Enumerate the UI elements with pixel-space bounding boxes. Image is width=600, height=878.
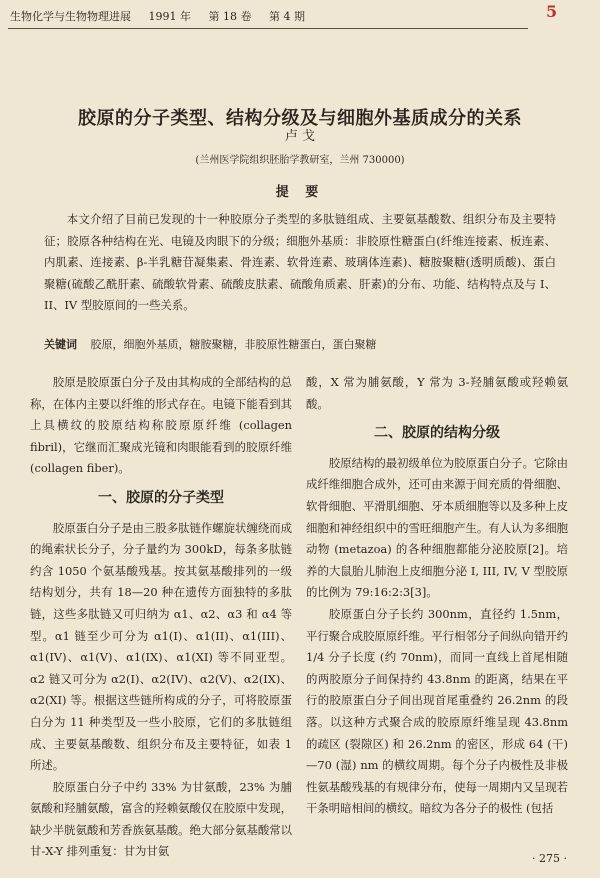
keywords-label: 关键词 (44, 338, 77, 351)
running-header (10, 8, 530, 24)
volume-number: 第 18 卷 (208, 10, 252, 23)
article-title: 胶原的分子类型、结构分级及与细胞外基质成分的关系 (78, 108, 522, 130)
abstract-text: 本文介绍了目前已发现的十一种胶原分子类型的多肽链组成、主要氨基酸数、组织分布及主要特征；胶原各种结构在光、电镜及肉眼下的分级；细胞外基质：非胶原性糖蛋白(纤维连接素、板连素、内肌素、连接素、β-半乳糖苷凝集素、骨连素、软骨连素、玻璃体连素)、糖胺聚糖(透明质酸)、蛋白聚糖(硫酸乙酰肝素、硫酸软骨素、硫酸皮肤素、硫酸角质素、肝素)的分布、功能、结构特点及与 I、II、IV 型胶原间的一些关系。 (44, 212, 556, 313)
author-affiliation: (兰州医学院组织胚胎学教研室，兰州 730000) (195, 155, 405, 166)
issue-number: 第 4 期 (269, 10, 305, 23)
author-name: 卢 戈 (284, 129, 316, 144)
keywords-text: 胶原，细胞外基质，糖胺聚糖，非胶原性糖蛋白，蛋白聚糖 (90, 338, 377, 351)
journal-name: 生物化学与生物物理进展 (10, 10, 131, 23)
section1-paragraph-1: 胶原蛋白分子是由三股多肽链作螺旋状缠绕而成的绳索状长分子，分子量约为 300kD，每条多肽链约含 1050 个氨基酸残基。按其氨基酸排列的一级结构划分，共有 18—20 种在遗传方面独特的多肽链，这些多肽链又可归纳为 α1、α2、α3 和 α4 等型。α1 链至少可分为 α1(I)、α1(II)、α1(III)、α1(IV)、α1(V)、α1(IX)、α1(XI) 等不同亚型。α2 链又可分为 α2(I)、α2(IV)、α2(V)、α2(IX)、α2(XI) 等。根据这些链所构成的分子，可将胶原蛋白分为 11 种类型及一些小胶原，它们的多肽链组成、主要氨基酸数、组织分布及主要特征，如表 1 所述。 (30, 520, 293, 773)
abstract-heading: 提 要 (275, 185, 325, 200)
intro-paragraph: 胶原是胶原蛋白分子及由其构成的全部结构的总称，在体内主要以纤维的形式存在。电镜下能看到其上具横纹的胶原结构称胶原原纤维 (collagen fibril)，它继而汇聚成光镜和肉眼能看到的胶原纤维 (collagen fiber)。 (30, 375, 293, 476)
section2-paragraph-2: 胶原蛋白分子长约 300nm，直径约 1.5nm，平行聚合成胶原原纤维。平行相邻分子间纵向错开约 1/4 分子长度 (约 70nm)，而同一直线上首尾相随的两胶原分子间保持约 43.8nm 的距离，结果在平行的胶原蛋白分子间出现首尾重叠约 26.2nm 的段落。以这种方式聚合成的胶原原纤维呈现 43.8nm 的疏区 (裂隙区) 和 26.2nm 的密区，形成 64 (干)—70 (湿) nm 的横纹周期。每个分子内极性及非极性氨基酸残基的有规律分布，使每一周期内又呈现若干条明暗相间的横纹。暗纹为各分子的极性 (包括 (306, 606, 568, 816)
continued-paragraph: 酸，X 常为脯氨酸，Y 常为 3-羟脯氨酸或羟赖氨酸。 (306, 375, 568, 411)
header-rule (8, 28, 528, 29)
library-stamp: 5 (546, 2, 558, 21)
right-column (306, 372, 568, 820)
section1-paragraph-2: 胶原蛋白分子中约 33% 为甘氨酸，23% 为脯氨酸和羟脯氨酸，富含的羟赖氨酸仅在胶原中发现，缺少半胱氨酸和芳香族氨基酸。绝大部分氨基酸常以甘-X-Y 排列重复：甘为甘氨 (30, 779, 292, 859)
left-column (30, 372, 292, 863)
section2-paragraph-1: 胶原结构的最初级单位为胶原蛋白分子。它除由成纤维细胞合成外，还可由来源于间充质的骨细胞、软骨细胞、平滑肌细胞、牙本质细胞等以及多种上皮细胞和神经组织中的雪旺细胞产生。有人认为多细胞动物 (metazoa) 的各种细胞都能分泌胶原[2]。培养的大鼠胎儿肺泡上皮细胞分泌 I, III, IV, V 型胶原的比例为 79:16:2:3[3]。 (306, 455, 569, 600)
page-number: · 275 · (532, 852, 567, 865)
section-heading-molecular-types: 一、胶原的分子类型 (98, 489, 224, 506)
keywords-line (44, 336, 556, 352)
section-heading-structural-levels: 二、胶原的结构分级 (374, 425, 500, 442)
publication-year: 1991 年 (148, 10, 191, 23)
